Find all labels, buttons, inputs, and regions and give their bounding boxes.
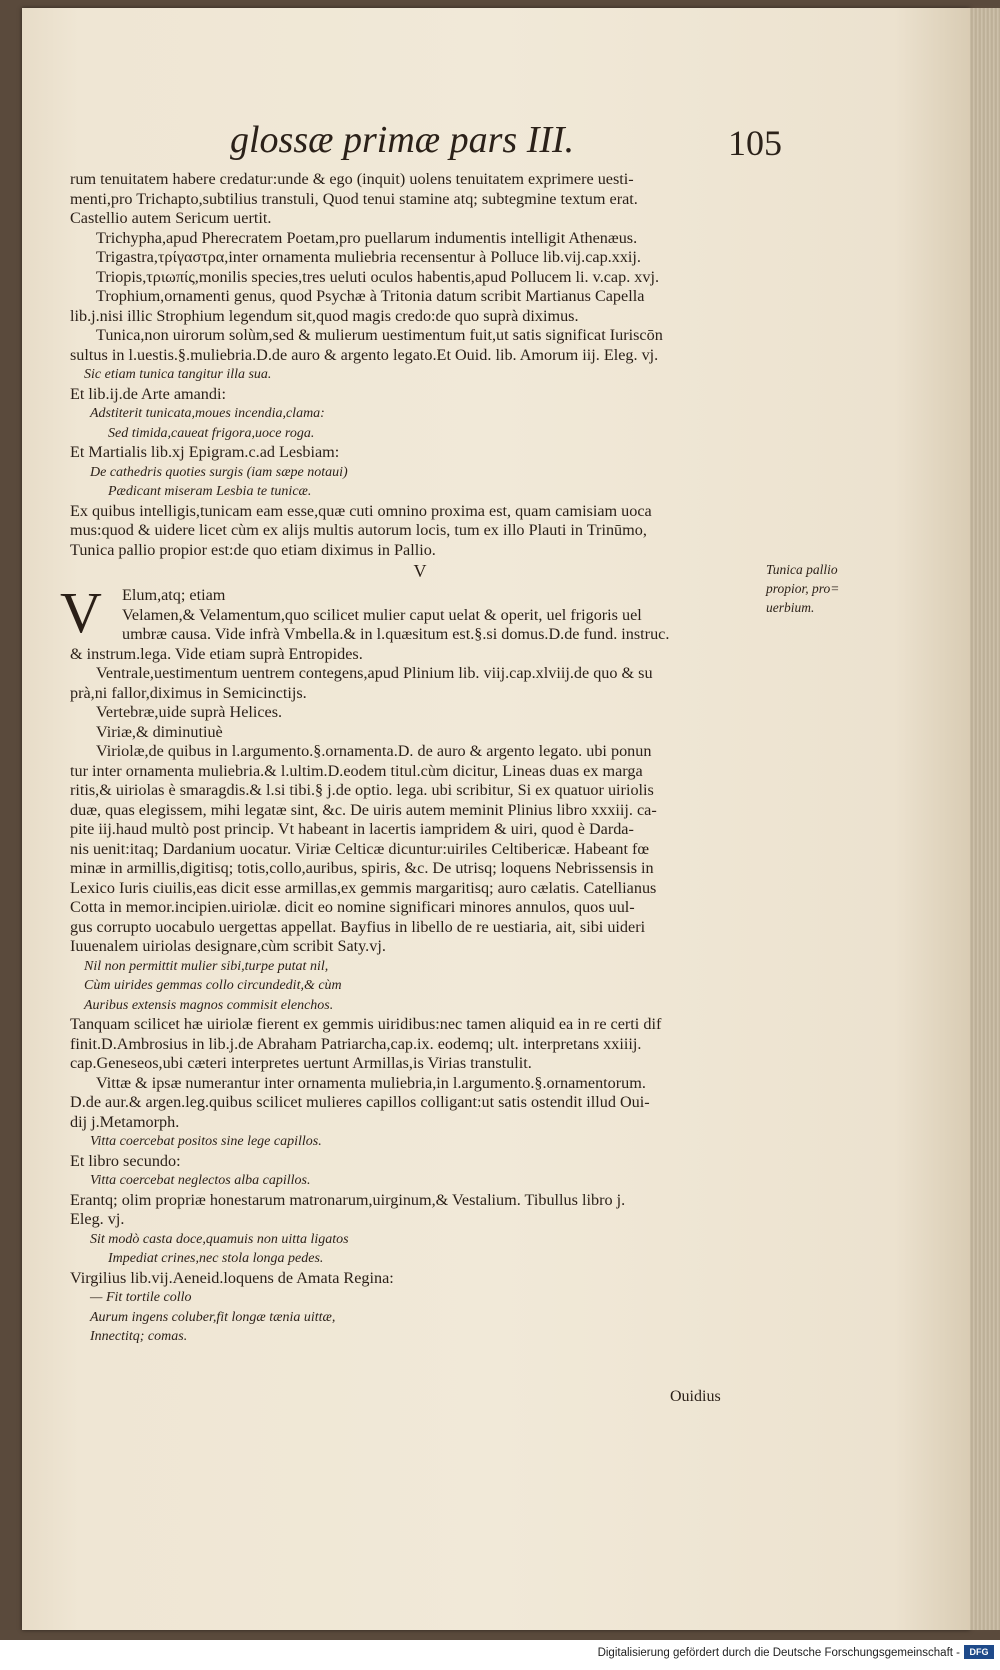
verse-line: Cùm uirides gemmas collo circundedit,& cùm bbox=[84, 978, 342, 993]
text-line: Iuuenalem uiriolas designare,cùm scribit Saty.vj. bbox=[70, 937, 386, 955]
text-line: & instrum.lega. Vide etiam suprà Entropides. bbox=[70, 644, 363, 663]
text-line: Et libro secundo: bbox=[70, 1151, 181, 1170]
text-line: pite iij.haud multò post princip. Vt habeant in lacertis iampridem & uiri, quod è Darda- bbox=[70, 820, 634, 838]
text-line: Ventrale,uestimentum uentrem contegens,apud Plinium lib. viij.cap.xlviij.de quo & su bbox=[96, 664, 653, 682]
text-line: minæ in armillis,digitisq; totis,collo,auribus, spiris, &c. De utrisq; loquens Nebrissensis in bbox=[70, 859, 654, 877]
verse-line: Impediat crines,nec stola longa pedes. bbox=[108, 1251, 324, 1266]
verse-line: Nil non permittit mulier sibi,turpe putat nil, bbox=[84, 958, 329, 974]
text-line: Eleg. vj. bbox=[70, 1210, 125, 1228]
text-line: Et lib.ij.de Arte amandi: bbox=[70, 384, 226, 403]
text-line: nis uenit:itaq; Dardanium uocatur. Viriæ Celticæ dicuntur:uiriles Celtibericæ. Habeant fœ bbox=[70, 839, 650, 858]
footer-credit: Digitalisierung gefördert durch die Deutsche Forschungsgemeinschaft - bbox=[597, 1647, 960, 1659]
text-line: Tunica pallio propior est:de quo etiam diximus in Pallio. bbox=[70, 540, 436, 559]
text-line: cap.Geneseos,ubi cæteri interpretes uertunt Armillas,is Virias transtulit. bbox=[70, 1054, 532, 1072]
margin-note-line: Tunica pallio bbox=[766, 562, 838, 577]
text-line: Lexico Iuris ciuilis,eas dicit esse armillas,ex gemmis margaritisq; auro cælatis. Catellianus bbox=[70, 878, 657, 897]
text-line: Vertebræ,uide suprà Helices. bbox=[96, 703, 283, 721]
text-line: Trichypha,apud Pherecratem Poetam,pro puellarum indumentis intelligit Athenæus. bbox=[96, 228, 638, 247]
running-head: glossæ primæ pars III. bbox=[230, 119, 575, 161]
text-line: Vittæ & ipsæ numerantur inter ornamenta muliebria,in l.argumento.§.ornamentorum. bbox=[96, 1073, 646, 1092]
margin-note-line: propior, pro= bbox=[766, 581, 840, 596]
text-line: Velamen,& Velamentum,quo scilicet mulier caput uelat & operit, uel frigoris uel bbox=[122, 605, 642, 624]
text-block-v bbox=[70, 586, 770, 1347]
text-line: rum tenuitatem habere credatur:unde & ego (inquit) uolens tenuitatem exprimere uesti- bbox=[70, 170, 634, 188]
text-line: menti,pro Trichapto,subtilius transtuli, Quod tenui stamine atq; subtegmine textum erat. bbox=[70, 189, 638, 208]
text-line: tur inter ornamenta muliebria.& l.ultim.D.eodem titul.cùm dicitur, Lineas duas ex marga bbox=[70, 761, 643, 780]
verse-line: Sic etiam tunica tangitur illa sua. bbox=[84, 367, 272, 382]
text-line: gus corrupto uocabulo uergettas appellat. Bayfius in libello de re uestiaria, ait, sibi uideri bbox=[70, 917, 646, 936]
verse-line: Sit modò casta doce,quamuis non uitta ligatos bbox=[90, 1231, 349, 1247]
text-line: Triopis,τριωπίς,monilis species,tres ueluti oculos habentis,apud Pollucem li. v.cap. xvj. bbox=[96, 267, 660, 286]
body-text bbox=[60, 170, 770, 1347]
margin-note-line: uerbium. bbox=[766, 600, 815, 615]
text-line: Castellio autem Sericum uertit. bbox=[70, 209, 272, 227]
text-line: Viriolæ,de quibus in l.argumento.§.ornamenta.D. de auro & argento legato. ubi ponun bbox=[96, 742, 652, 760]
verse-line: Adstiterit tunicata,moues incendia,clama: bbox=[90, 406, 325, 421]
text-line: Trigastra,τρίγαστρα,inter ornamenta muliebria recensentur à Polluce lib.vij.cap.xxij. bbox=[96, 248, 641, 266]
drop-capital: V bbox=[60, 580, 102, 645]
section-v-block bbox=[60, 580, 770, 1347]
text-line: Tunica,non uirorum solùm,sed & mulierum uestimentum fuit,ut satis significat Iuriscōn bbox=[96, 326, 663, 344]
verse-line: Sed timida,caueat frigora,uoce roga. bbox=[108, 425, 315, 441]
dfg-logo: DFG bbox=[964, 1645, 994, 1659]
text-line: Tanquam scilicet hæ uiriolæ fierent ex gemmis uiridibus:nec tamen aliquid ea in re certi dif bbox=[70, 1015, 662, 1033]
text-line: Cotta in memor.incipien.uiriolæ. dicit eo nomine significari minores annulos, quos uul- bbox=[70, 898, 635, 916]
text-line: Viriæ,& diminutiuè bbox=[96, 722, 223, 741]
text-line: ritis,& uiriolas è smaragdis.& l.si tibi.§ j.de optio. lega. ubi scribitur, Si ex quatuor uiriolis bbox=[70, 781, 654, 799]
text-line: sultus in l.uestis.§.muliebria.D.de auro & argento legato.Et Ouid. lib. Amorum iij. Eleg. vj. bbox=[70, 345, 659, 364]
text-line: Virgilius lib.vij.Aeneid.loquens de Amata Regina: bbox=[70, 1268, 394, 1287]
verse-line: Auribus extensis magnos commisit elenchos. bbox=[84, 997, 334, 1013]
text-line: D.de aur.& argen.leg.quibus scilicet mulieres capillos colligant:ut satis ostendit illud Oui- bbox=[70, 1093, 650, 1111]
text-line: Ex quibus intelligis,tunicam eam esse,quæ cuti omnino proxima est, quam camisiam uoca bbox=[70, 501, 652, 520]
text-line: duæ, quas elegissem, mihi legatæ sint, &c. De uiris autem meminit Plinius libro xxxiij. ca- bbox=[70, 800, 657, 819]
section-letter: V bbox=[413, 561, 427, 581]
verse-line: Pædicant miseram Lesbia te tunicæ. bbox=[108, 484, 312, 499]
verse-line: Vitta coercebat positos sine lege capillos. bbox=[90, 1134, 322, 1149]
text-line: prà,ni fallor,diximus in Semicinctijs. bbox=[70, 683, 307, 702]
page-edge bbox=[970, 8, 1000, 1630]
text-line: Erantq; olim propriæ honestarum matronarum,uirginum,& Vestalium. Tibullus libro j. bbox=[70, 1190, 626, 1209]
verse-line: Vitta coercebat neglectos alba capillos. bbox=[90, 1173, 311, 1188]
text-line: mus:quod & uidere licet cùm ex alijs multis autorum locis, tum ex illo Plauti in Trinūmo, bbox=[70, 521, 647, 539]
catchword: Ouidius bbox=[670, 1388, 721, 1405]
margin-note bbox=[766, 560, 876, 617]
text-line: finit.D.Ambrosius in lib.j.de Abraham Patriarcha,cap.ix. eodemq; ult. interpretans xxiiij. bbox=[70, 1034, 642, 1053]
verse-line: De cathedris quoties surgis (iam sæpe notaui) bbox=[90, 464, 348, 480]
verse-line: — Fit tortile collo bbox=[90, 1290, 192, 1305]
text-line: umbræ causa. Vide infrà Vmbella.& in l.quæsitum est.§.si domus.D.de fund. instruc. bbox=[122, 625, 670, 643]
page-number: 105 bbox=[728, 123, 782, 163]
text-line: lib.j.nisi illic Strophium legendum sit,quod magis credo:de quo suprà diximus. bbox=[70, 306, 579, 325]
text-block-t bbox=[70, 170, 770, 560]
text-line: Elum,atq; etiam bbox=[122, 586, 226, 604]
text-line: Et Martialis lib.xj Epigram.c.ad Lesbiam: bbox=[70, 443, 340, 461]
verse-line: Innectitq; comas. bbox=[90, 1329, 188, 1344]
verse-line: Aurum ingens coluber,fit longæ tænia uittæ, bbox=[90, 1309, 336, 1325]
text-line: dij j.Metamorph. bbox=[70, 1112, 180, 1131]
text-line: Trophium,ornamenti genus, quod Psychæ à Tritonia datum scribit Martianus Capella bbox=[96, 287, 645, 305]
